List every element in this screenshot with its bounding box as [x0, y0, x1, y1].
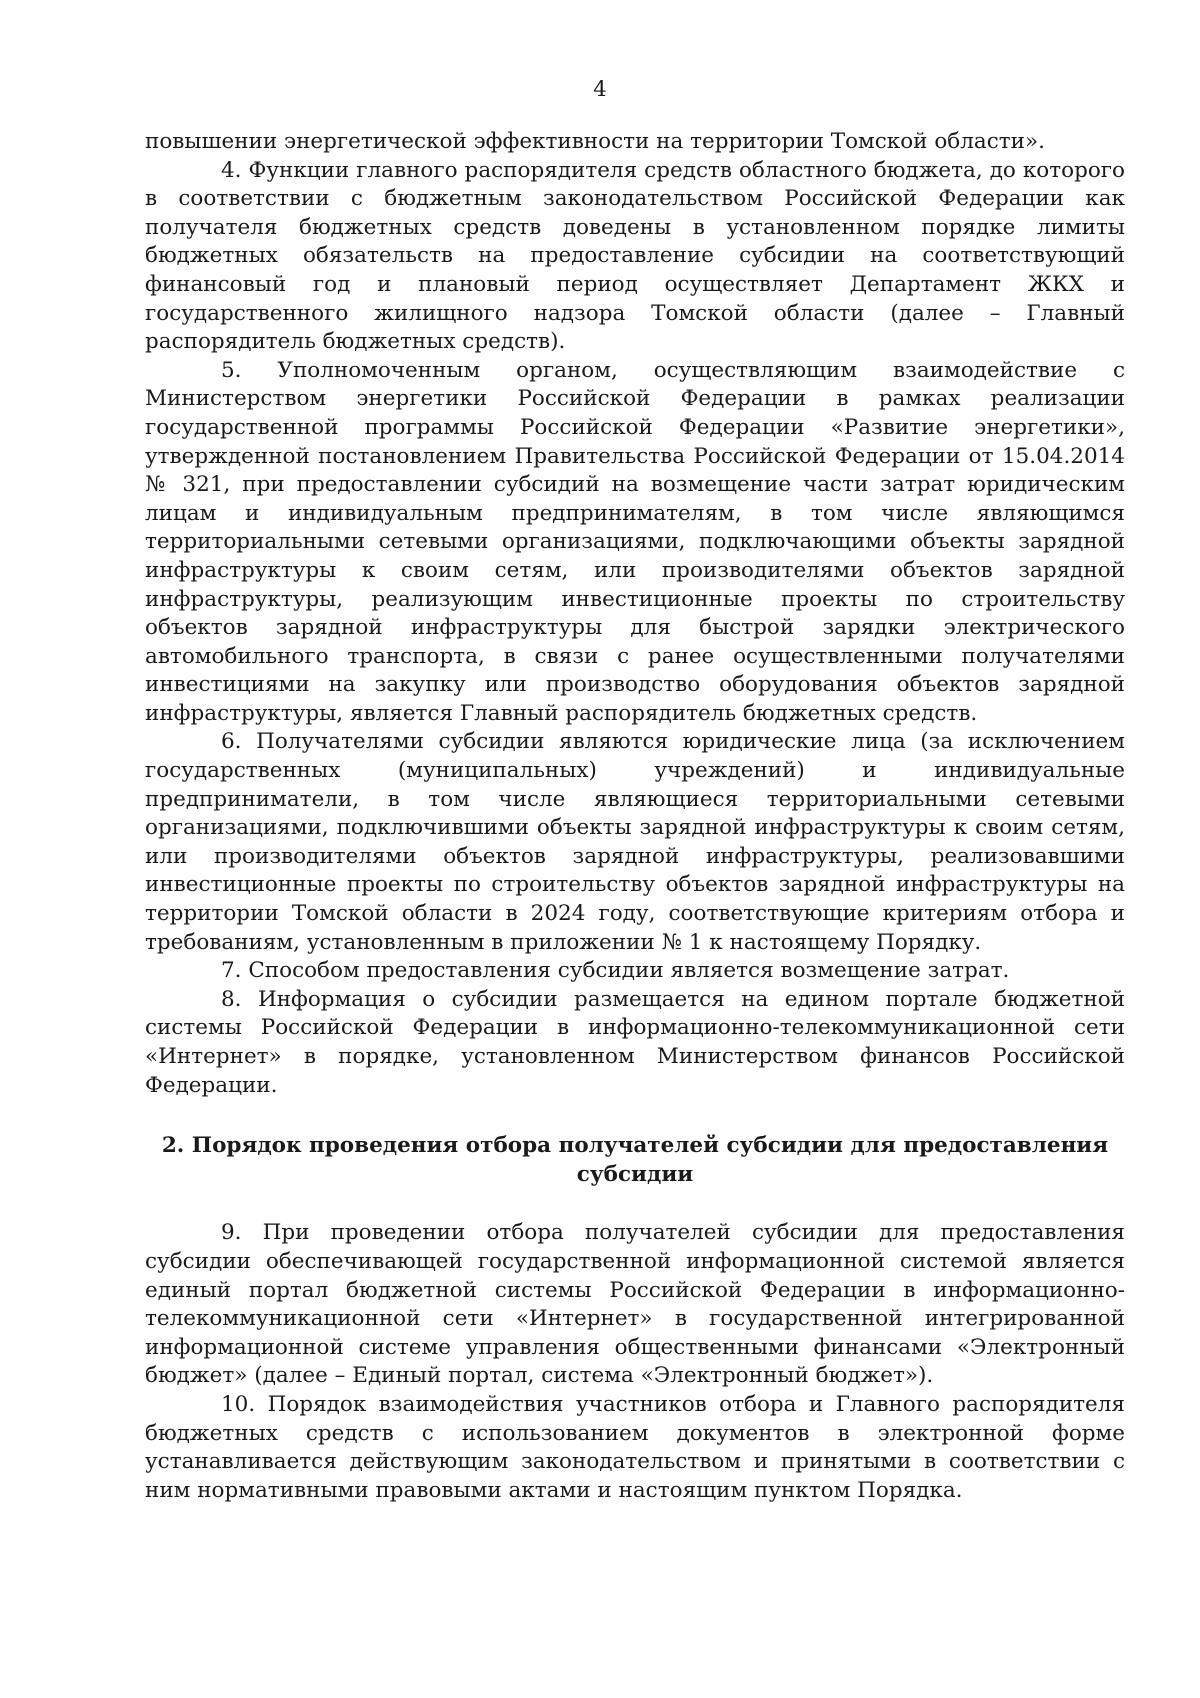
section-heading: 2. Порядок проведения отбора получателей субсидии для предоставления субсидии — [161, 1133, 1109, 1187]
page-number: 4 — [593, 77, 607, 102]
paragraph-item-8: 8. Информация о субсидии размещается на едином портале бюджетной системы Российской Федерации в информационно-телекоммуникационной сети «Интернет» в порядке, установленном Министерством финансов Российской Федерации. — [145, 986, 1125, 1098]
paragraph-item-10: 10. Порядок взаимодействия участников отбора и Главного распорядителя бюджетных средств с использованием документов в электронной форме устанавливается действующим законодательством и принятыми в соответствии с ним нормативными правовыми актами и настоящим пунктом Порядка. — [145, 1391, 1125, 1503]
paragraph-item-5: 5. Уполномоченным органом, осуществляющим взаимодействие с Министерством энергетики Российской Федерации в рамках реализации государственной программы Российской Федерации «Развитие энергетики», утвержденной постановлением Правительства Российской Федерации от 15.04.2014 № 321, при предоставлении субсидий на возмещение части затрат юридическим лицам и индивидуальным предпринимателям, в том числе являющимся территориальными сетевыми организациями, подключающими объекты зарядной инфраструктуры к своим сетям, или производителями объектов зарядной инфраструктуры, реализующим инвестиционные проекты по строительству объектов зарядной инфраструктуры для быстрой зарядки электрического автомобильного транспорта, в связи с ранее осуществленными получателями инвестициями на закупку или производство оборудования объектов зарядной инфраструктуры, является Главный распорядитель бюджетных средств. — [145, 357, 1125, 726]
paragraph-item-4: 4. Функции главного распорядителя средств областного бюджета, до которого в соответствии с бюджетным законодательством Российской Федерации как получателя бюджетных средств доведены в установленном порядке лимиты бюджетных обязательств на предоставление субсидии на соответствующий финансовый год и плановый период осуществляет Департамент ЖКХ и государственного жилищного надзора Томской области (далее – Главный распорядитель бюджетных средств). — [145, 157, 1125, 355]
document-body — [145, 128, 1125, 1505]
paragraph-continuation: повышении энергетической эффективности на территории Томской области». — [145, 129, 1045, 154]
paragraph-item-9: 9. При проведении отбора получателей субсидии для предоставления субсидии обеспечивающей государственной информационной системой является единый портал бюджетной системы Российской Федерации в информационно-телекоммуникационной сети «Интернет» в государственной интегрированной информационной системе управления общественными финансами «Электронный бюджет» (далее – Единый портал, система «Электронный бюджет»). — [145, 1220, 1125, 1389]
paragraph-item-7: 7. Способом предоставления субсидии является возмещение затрат. — [221, 958, 1010, 984]
paragraph-item-6: 6. Получателями субсидии являются юридические лица (за исключением государственных (муниципальных) учреждений) и индивидуальные предприниматели, в том числе являющиеся территориальными сетевыми организациями, подключившими объекты зарядной инфраструктуры к своим сетям, или производителями объектов зарядной инфраструктуры, реализовавшими инвестиционные проекты по строительству объектов зарядной инфраструктуры на территории Томской области в 2024 году, соответствующие критериям отбора и требованиям, установленным в приложении № 1 к настоящему Порядку. — [145, 729, 1125, 955]
